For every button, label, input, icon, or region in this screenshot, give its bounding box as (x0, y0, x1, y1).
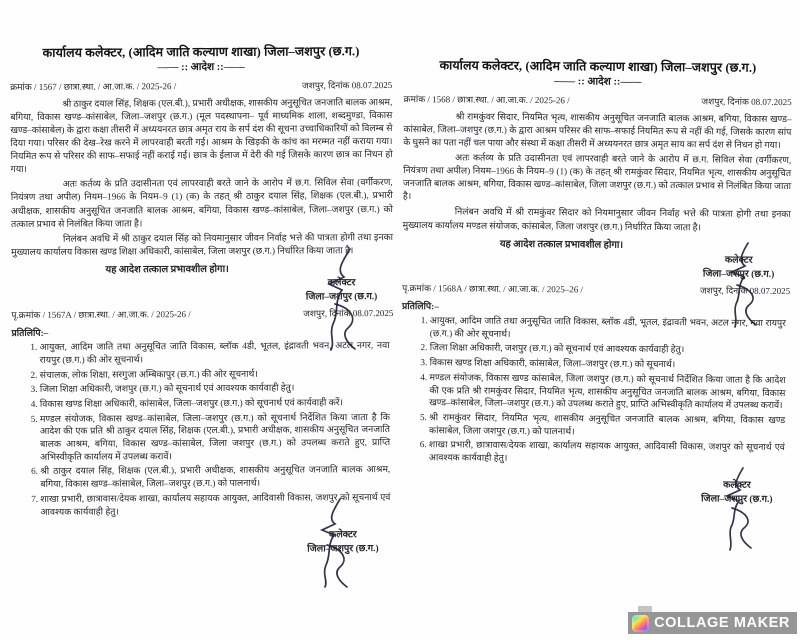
copy-recipient-list (409, 314, 790, 467)
copy-recipient: 6. श्री ठाकुर दयाल सिंह, शिक्षक (एल.बी.), प्रभारी अधीक्षक, शासकीय अनुसूचित जनजाति बालक आश्रम, बगिया, विकास खण्ड–कांसाबेल, जिला–जशपुर (छ.ग.) को पालनार्थ। (40, 463, 390, 490)
office-title: कार्यालय कलेक्टर, (आदिम जाति कल्याण शाखा) जिला–जशपुर (छ.ग.) (42, 44, 360, 60)
order-heading: —— :: आदेश ::—— (554, 76, 642, 88)
signatory-district: जिला–जशपुर (छ.ग.) (702, 269, 775, 280)
signatory-title: कलेक्टर (327, 277, 356, 289)
copy-recipient: 7. शाखा प्रभारी, छात्रावास/देयक शाखा, कार्यालय सहायक आयुक्त, आदिवासी विकास, जशपुर को सूचनार्थ एवं आवश्यक कार्यवाही हेतु। (40, 491, 390, 518)
watermark-chip (638, 606, 652, 612)
reference-number: क्रमांक / 1567 / छात्रा.स्था. / आ.जा.क. / 2025-26 / (10, 81, 177, 92)
watermark-label: COLLAGE MAKER (654, 615, 790, 631)
collage-maker-icon (632, 615, 649, 632)
order-paragraph: श्री ठाकुर दयाल सिंह, शिक्षक (एल.बी.), प्रभारी अधीक्षक, शासकीय अनुसूचित जनजाति बालक आश्रम, बगिया, विकास खण्ड–कांसाबेल, जिला–जशपुर (छ.ग.) (मूल पदस्थापना– पूर्व माध्यमिक शाला, शब्दमुण्डा, विकास खण्ड–कांसाबेल) के द्वारा कक्षा तीसरी में अध्ययनरत छात्र अमृत राय के सर्प दंश की सूचना उच्चाधिकारियों को विलम्ब से दिया गया। परिसर की देख–रेख करने में लापरवाही बरती गई। आश्रम के खिड़की के कांच का मरम्मत नहीं कराया गया। नियमित रूप से परिसर की साफ–सफाई नहीं कराई गई। छात्र के ईलाज में देरी की गई जिसके कारण छात्र का निधन हो गया। (10, 96, 393, 175)
endorsement-date: जशपुर, दिनांक 08.07.2025 (699, 285, 791, 297)
reference-row (404, 92, 792, 108)
effective-immediately-line: यह आदेश तत्काल प्रभावशील होगा। (105, 263, 229, 276)
copy-to-label: प्रतिलिपि:– (11, 328, 49, 339)
copy-recipient: 3. जिला शिक्षा अधिकारी, जशपुर (छ.ग.) को सूचनार्थ एवं आवश्यक कार्यवाही हेतु। (40, 381, 390, 396)
endorsement-row (11, 306, 393, 321)
signatory-block-bottom (307, 528, 379, 557)
copy-recipient: 1. आयुक्त, आदिम जाति तथा अनुसूचित जाति विकास, ब्लॉक 4डी, भूतल, इंद्रावती भवन, अटल नगर, नवा रायपुर (छ.ग.) की ओर सूचनार्थ। (430, 314, 786, 342)
copy-recipient: 2. संचालक, लोक शिक्षा, सरगुजा अम्बिकापुर (छ.ग.) की ओर सूचनार्थ। (40, 367, 390, 382)
document-order-1567 (10, 42, 395, 561)
place-date: जशपुर, दिनांक 08.07.2025 (701, 96, 792, 108)
order-paragraph: अतः कर्तव्य के प्रति उदासीनता एवं लापरवाही बरते जाने के आरोप में छ.ग. सिविल सेवा (वर्गीकरण, नियंत्रण तथा अपील) नियम–1966 के नियम–9 (1) (क) के तहत् श्री ठाकुर दयाल सिंह, शिक्षक (एल.बी.), प्रभारी अधीक्षक, शासकीय अनुसूचित जनजाति बालक आश्रम, बगिया, विकास खण्ड–कांसाबेल, जिला–जशपुर (छ.ग.) को तत्काल प्रभाव से निलंबित किया जाता है। (10, 177, 393, 229)
order-paragraph: श्री रामकुंवर सिदार, नियमित भृत्य, शासकीय अनुसूचित जनजाति बालक आश्रम, बगिया, विकास खण्ड–कांसाबेल, जिला–जशपुर (छ.ग.) के द्वारा आश्रम परिसर की साफ–सफाई नियमित रूप से नहीं की गई, जिसके कारण सांप के घुसने का पता नहीं चल पाया और संस्था में कक्षा तीसरी में अध्ययनरत छात्र अमृत साय का सर्प दंश से निधन हो गया। (403, 111, 792, 151)
copy-to-label: प्रतिलिपि:– (401, 301, 439, 312)
signatory-block (703, 253, 775, 282)
place-date: जशपुर, दिनांक 08.07.2025 (301, 79, 393, 91)
signatory-block (306, 276, 378, 305)
copy-recipient-list (20, 339, 395, 518)
effective-immediately-line: यह आदेश तत्काल प्रभावशील होगा। (499, 238, 624, 251)
reference-number: क्रमांक / 1568 / छात्रा.स्था. / आ.जा.क. / 2025-26 / (403, 93, 570, 106)
signatory-title: कलेक्टर (724, 255, 753, 266)
signatory-district: जिला–जशपुर (छ.ग.) (307, 544, 379, 555)
copy-recipient: 4. विकास खण्ड शिक्षा अधिकारी, कांसाबेल, जिला–जशपुर (छ.ग.) को सूचनार्थ एवं कार्यवाही करें। (40, 396, 390, 411)
endorsement-row (402, 281, 790, 297)
copy-recipient: 2. जिला शिक्षा अधिकारी, जशपुर (छ.ग.) को सूचनार्थ एवं आवश्यक कार्यवाही हेतु। (430, 342, 786, 357)
copy-recipient: 1. आयुक्त, आदिम जाति तथा अनुसूचित जाति विकास, ब्लॉक 4डी, भूतल, इंद्रावती भवन, अटल नगर, नवा रायपुर (छ.ग.) की ओर सूचनार्थ। (40, 339, 390, 366)
signatory-title: कलेक्टर (329, 530, 357, 541)
endorsement-number: पृ.क्रमांक / 1567A / छात्रा.स्था. / आ.जा.क. / 2025-26 / (11, 309, 191, 321)
copy-recipient: 3. विकास खण्ड शिक्षा अधिकारी, कांसाबेल, जिला–जशपुर (छ.ग.) को सूचनार्थ। (430, 356, 786, 371)
office-title: कार्यालय कलेक्टर, (आदिम जाति कल्याण शाखा) जिला–जशपुर (छ.ग.) (439, 58, 757, 75)
signatory-title: कलेक्टर (723, 480, 751, 491)
copy-recipient: 6. शाखा प्रभारी, छात्रावास/देयक शाखा, कार्यालय सहायक आयुक्त, आदिवासी विकास, जशपुर को सूचनार्थ एवं आवश्यक कार्यवाही हेतु। (429, 438, 785, 466)
signatory-district: जिला–जशपुर (छ.ग.) (701, 494, 773, 505)
copy-recipient: 5. श्री रामकुंवर सिदार, नियमित भृत्य, शासकीय अनुसूचित जनजाति बालक आश्रम, बगिया, विकास खण्ड कांसाबेल, जिला जशपुर (छ.ग.) को पालनार्थ। (429, 411, 785, 439)
order-paragraph: निलंबन अवधि में श्री रामकुंवर सिदार को नियमानुसार जीवन निर्वाह भत्ते की पात्रता होगी तथा इनका मुख्यालय कार्यालय मण्डल संयोजक, कांसाबेल, जिला जशपुर (छ.ग.) निर्धारित किया जाता है। (402, 206, 791, 232)
reference-row (10, 78, 392, 93)
signatory-district: जिला–जशपुर (छ.ग.) (305, 292, 378, 303)
order-heading: —— :: आदेश ::—— (157, 61, 245, 74)
signatory-block-bottom (701, 478, 773, 507)
copy-recipient: 4. मण्डल संयोजक, विकास खण्ड कांसाबेल, जिला जशपुर (छ.ग.) को सूचनार्थ निर्देशित किया जाता है कि आदेश की एक प्रति श्री रामकुंवर सिदार, नियमित भृत्य, शासकीय अनुसूचित जनजाति बालक आश्रम, बगिया, विकास खण्ड–कांसाबेल, जिला–जशपुर (छ.ग.) को उपलब्ध कराते हुए, प्राप्ति अभिस्वीकृति कार्यालय में उपलब्ध करावें। (429, 371, 785, 412)
collage-maker-watermark (628, 612, 797, 634)
document-order-1568 (400, 56, 792, 509)
order-paragraph: निलंबन अवधि में श्री ठाकुर दयाल सिंह को नियमानुसार जीवन निर्वाह भत्ते की पात्रता होगी तथा इनका मुख्यालय कार्यालय विकास खण्ड शिक्षा अधिकारी, कांसाबेल, जिला जशपुर (छ.ग.) निर्धारित किया जाता है। (11, 231, 394, 257)
endorsement-date: जशपुर, दिनांक 08.07.2025 (303, 308, 394, 319)
endorsement-number: पृ.क्रमांक / 1568A / छात्रा.स्था. / आ.जा.क. / 2025–26 / (402, 283, 584, 295)
order-paragraph: अतः कर्तव्य के प्रति उदासीनता एवं लापरवाही बरते जाने के आरोप में छ.ग. सिविल सेवा (वर्गीकरण, नियंत्रण तथा अपील) नियम–1966 के नियम–9 (1) (क) के तहत् श्री रामकुंवर सिदार, नियमित भृत्य, शासकीय अनुसूचित जनजाति बालक आश्रम, बगिया, विकास खण्ड–कांसाबेल, जिला जशपुर (छ.ग.) को तत्काल प्रभाव से निलंबित किया जाता है। (402, 152, 792, 202)
copy-recipient: 5. मण्डल संयोजक, विकास खण्ड–कांसाबेल, जिला–जशपुर (छ.ग.) को सूचनार्थ निर्देशित किया जाता है कि आदेश की एक प्रति श्री ठाकुर दयाल सिंह, शिक्षक (एल.बी.), प्रभारी अधीक्षक, शासकीय अनुसूचित जनजाति बालक आश्रम, बगिया, विकास खण्ड–कांसाबेल, जिला जशपुर (छ.ग.) को उपलब्ध कराते हुए, प्राप्ति अभिस्वीकृति कार्यालय में उपलब्ध करावें। (40, 411, 390, 464)
